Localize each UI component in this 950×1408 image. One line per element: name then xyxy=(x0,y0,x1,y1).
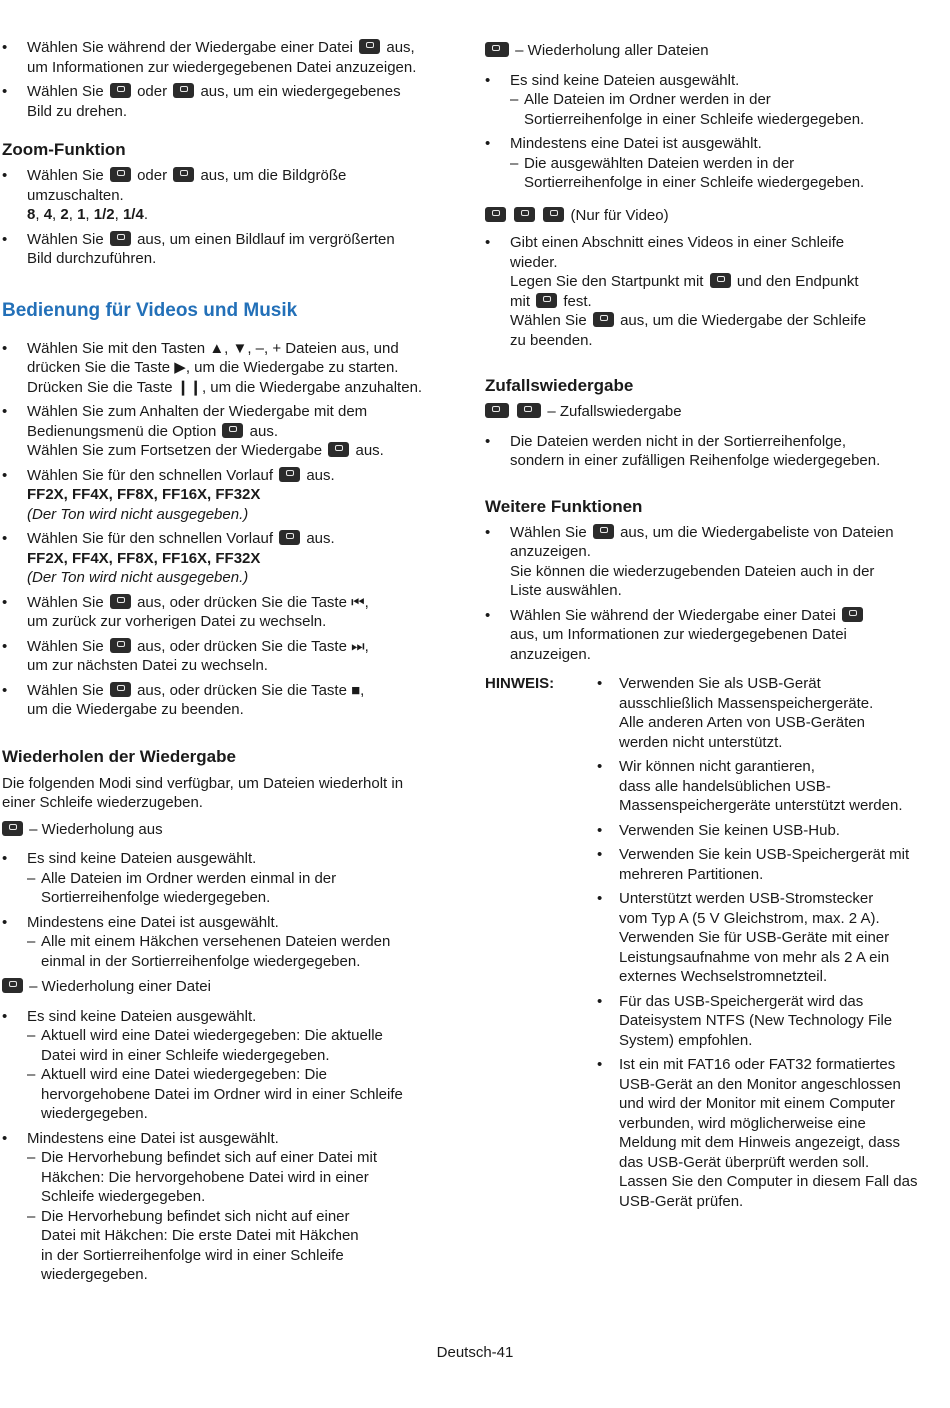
repeat-one-bullet-1: • Es sind keine Dateien ausgewählt. – Aktuell wird eine Datei wiedergegeben: Die aktuelle Datei wird in einer Schleife wiedergegeben. – Aktuell wird eine Datei wiedergegeben: Die hervorgehobene Datei im Ordner wird in einer Schleife wiedergegeben. xyxy=(2,1007,442,1124)
note-label: HINWEIS: xyxy=(485,675,555,692)
zoom-bullet-2: • Wählen Sie aus, um einen Bildlauf im vergrößerten Bild durchzuführen. xyxy=(2,230,442,269)
set-b-icon xyxy=(536,293,557,308)
page-number: Deutsch-41 xyxy=(436,1344,514,1361)
repeat-all-bullet-2: • Mindestens eine Datei ist ausgewählt. – Die ausgewählten Dateien werden in der Sortierreihenfolge in einer Schleife wiedergegeben. xyxy=(485,134,925,193)
zoom-values: 8, 4, 2, 1, 1/2, 1/4. xyxy=(27,206,148,223)
note-item: • Unterstützt werden USB-Stromstecker vom Typ A (5 V Gleichstrom, max. 2 A). Verwenden Sie für USB-Geräte mit einer Leistungsaufnahme von mehr als 2 A ein externes Wechselstromnetzteil. xyxy=(597,889,925,987)
zoom-out-icon xyxy=(173,167,194,182)
info-icon xyxy=(842,607,863,622)
note-item: • Verwenden Sie keinen USB-Hub. xyxy=(597,821,925,841)
stop-icon xyxy=(110,682,131,697)
ab-repeat-bullet: • Gibt einen Abschnitt eines Videos in einer Schleife wieder. Legen Sie den Startpunkt mit und den Endpunkt mit fest. Wählen Sie aus, um die Wiedergabe der Schleife zu beenden. xyxy=(485,233,925,350)
repeat-all-icon xyxy=(485,42,509,57)
rewind-icon xyxy=(279,530,300,545)
more-functions-heading: Weitere Funktionen xyxy=(485,496,643,516)
note-block xyxy=(485,674,925,1211)
ab-repeat-label: (Nur für Video) xyxy=(485,206,925,226)
video-bullet-6: • Wählen Sie aus, oder drücken Sie die Taste ⏭, um zur nächsten Datei zu wechseln. xyxy=(2,637,442,676)
repeat-all-bullet-1: • Es sind keine Dateien ausgewählt. – Alle Dateien im Ordner werden in der Sortierreihenfolge in einer Schleife wiedergegeben. xyxy=(485,71,925,130)
shuffle-heading: Zufallswiedergabe xyxy=(485,376,634,395)
note-item: • Verwenden Sie als USB-Gerät ausschließlich Massenspeichergeräte. Alle anderen Arten von USB-Geräten werden nicht unterstützt. xyxy=(597,674,925,752)
repeat-a-icon xyxy=(514,207,535,222)
repeat-one-bullet-2: • Mindestens eine Datei ist ausgewählt. – Die Hervorhebung befindet sich auf einer Datei mit Häkchen: Die hervorgehobene Datei wird in einer Schleife wiedergegeben. – Die Hervorhebung befindet sich nicht auf einer Datei mit Häkchen: Die erste Datei mit Häkchen in der Sortierreihenfolge wird in einer Schleife wiedergegeben. xyxy=(2,1129,442,1285)
repeat-ab-none-icon xyxy=(485,207,506,222)
repeat-all-label: – Wiederholung aller Dateien xyxy=(485,41,925,61)
repeat-b-icon xyxy=(543,207,564,222)
play-icon xyxy=(328,442,349,457)
video-bullet-1: • Wählen Sie mit den Tasten ▲, ▼, –, + Dateien aus, und drücken Sie die Taste ▶, um die Wiedergabe zu starten. Drücken Sie die Taste ❙❙, um die Wiedergabe anzuhalten. xyxy=(2,339,442,398)
video-bullet-5: • Wählen Sie aus, oder drücken Sie die Taste ⏮, um zurück zur vorherigen Datei zu wechseln. xyxy=(2,593,442,632)
note-item: • Wir können nicht garantieren, dass alle handelsüblichen USB- Massenspeichergeräte unterstützt werden. xyxy=(597,757,925,816)
note-item: • Für das USB-Speichergerät wird das Dateisystem NTFS (New Technology File System) empfohlen. xyxy=(597,992,925,1051)
repeat-intro: Die folgenden Modi sind verfügbar, um Dateien wiederholt in einer Schleife wiederzugeben. xyxy=(2,774,404,811)
repeat-none-icon xyxy=(2,821,23,836)
repeat-off-bullet-2: • Mindestens eine Datei ist ausgewählt. – Alle mit einem Häkchen versehenen Dateien werden einmal in der Sortierreihenfolge wiedergegeben. xyxy=(2,913,442,972)
repeat-off-label: – Wiederholung aus xyxy=(2,820,442,840)
rotate-left-icon xyxy=(110,83,131,98)
more-bullet-2: • Wählen Sie während der Wiedergabe einer Datei aus, um Informationen zur wiedergegebenen Datei anzuzeigen. xyxy=(485,606,925,665)
ab-none-icon xyxy=(593,312,614,327)
rotate-right-icon xyxy=(173,83,194,98)
note-item: • Verwenden Sie kein USB-Speichergerät mit mehreren Partitionen. xyxy=(597,845,925,884)
repeat-heading: Wiederholen der Wiedergabe xyxy=(2,746,236,766)
zoom-bullet-1: • Wählen Sie oder aus, um die Bildgröße umzuschalten. 8, 4, 2, 1, 1/2, 1/4. xyxy=(2,166,442,225)
right-column xyxy=(485,38,925,1211)
shuffle-bullet: • Die Dateien werden nicht in der Sortierreihenfolge, sondern in einer zufälligen Reihenfolge wiedergegeben. xyxy=(485,432,925,471)
repeat-off-bullet-1: • Es sind keine Dateien ausgewählt. – Alle Dateien im Ordner werden einmal in der Sortierreihenfolge wiedergegeben. xyxy=(2,849,442,908)
video-bullet-2: • Wählen Sie zum Anhalten der Wiedergabe mit dem Bedienungsmenü die Option aus. Wählen Sie zum Fortsetzen der Wiedergabe aus. xyxy=(2,402,442,461)
video-section-heading: Bedienung für Videos und Musik xyxy=(2,299,298,321)
repeat-one-label: – Wiederholung einer Datei xyxy=(2,977,442,997)
move-view-icon xyxy=(110,231,131,246)
video-bullet-7: • Wählen Sie aus, oder drücken Sie die Taste ■, um die Wiedergabe zu beenden. xyxy=(2,681,442,720)
left-column xyxy=(2,38,442,1285)
more-bullet-1: • Wählen Sie aus, um die Wiedergabeliste von Dateien anzuzeigen. Sie können die wiederzugebenden Dateien auch in der Liste auswählen. xyxy=(485,523,925,601)
repeat-one-icon xyxy=(2,978,23,993)
video-bullet-4: • Wählen Sie für den schnellen Vorlauf aus. FF2X, FF4X, FF8X, FF16X, FF32X (Der Ton wird nicht ausgegeben.) xyxy=(2,529,442,588)
info-bullet: • Wählen Sie während der Wiedergabe einer Datei aus, um Informationen zur wiedergegebenen Datei anzuzeigen. xyxy=(2,38,442,77)
note-item: • Ist ein mit FAT16 oder FAT32 formatiertes USB-Gerät an den Monitor angeschlossen und wird der Monitor mit einem Computer verbunden, wird möglicherweise eine Meldung mit dem Hinweis angezeigt, dass das USB-Gerät überprüft werden soll. Lassen Sie den Computer in diesem Fall das USB-Gerät prüfen. xyxy=(597,1055,925,1211)
shuffle-label: – Zufallswiedergabe xyxy=(485,402,925,422)
previous-icon xyxy=(110,594,131,609)
note-list xyxy=(597,674,925,1211)
playlist-icon xyxy=(593,524,614,539)
info-icon xyxy=(359,39,380,54)
random-off-icon xyxy=(517,403,541,418)
next-icon xyxy=(110,638,131,653)
zoom-heading: Zoom-Funktion xyxy=(2,140,126,159)
zoom-in-icon xyxy=(110,167,131,182)
pause-icon xyxy=(222,423,243,438)
rotate-bullet: • Wählen Sie oder aus, um ein wiedergegebenes Bild zu drehen. xyxy=(2,82,442,121)
video-bullet-3: • Wählen Sie für den schnellen Vorlauf aus. FF2X, FF4X, FF8X, FF16X, FF32X (Der Ton wird nicht ausgegeben.) xyxy=(2,466,442,525)
fast-forward-icon xyxy=(279,467,300,482)
set-a-icon xyxy=(710,273,731,288)
random-on-icon xyxy=(485,403,509,418)
